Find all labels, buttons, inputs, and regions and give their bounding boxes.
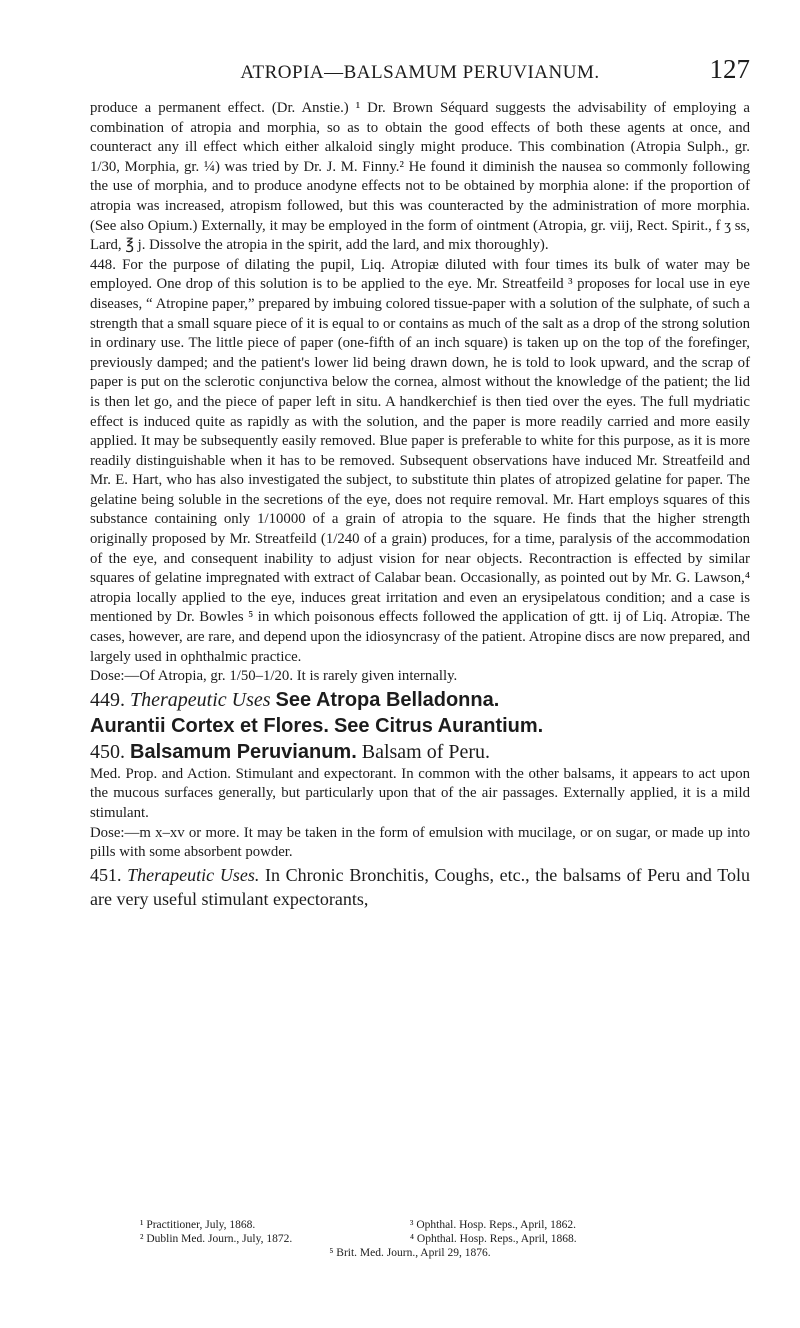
- aurantii-entry: [90, 713, 750, 739]
- section-450-title: Balsamum Peruvianum.: [130, 740, 357, 763]
- section-451: [90, 863, 750, 911]
- section-451-italic: Therapeutic Uses.: [127, 864, 260, 885]
- section-450: [90, 739, 750, 765]
- dose-atropia: Dose:—Of Atropia, gr. 1/50–1/20. It is rarely given internally.: [90, 668, 458, 685]
- dose-balsam: Dose:—m x–xv or more. It may be taken in the form of emulsion with mucilage, or on sugar, or made up into pills with some absorbent powder.: [90, 824, 750, 861]
- page-header: [90, 52, 750, 92]
- aurantii-title: Aurantii Cortex et Flores.: [90, 714, 329, 737]
- section-449-rest: See Atropa Belladonna.: [275, 688, 500, 711]
- page-number: 127: [709, 54, 750, 84]
- footnote-1: ¹ Practitioner, July, 1868.: [140, 1219, 256, 1231]
- running-head: ATROPIA—BALSAMUM PERUVIANUM.: [240, 62, 600, 83]
- aurantii-rest: See Citrus Aurantium.: [333, 714, 544, 737]
- paragraph-450: Med. Prop. and Action. Stimulant and expectorant. In common with the other balsams, it appears to act upon the mucous surfaces generally, but particularly upon that of the air passages. Externally applied, it is a mild stimulant.: [90, 765, 750, 821]
- paragraph-448: 448. For the purpose of dilating the pupil, Liq. Atropiæ diluted with four times its bulk of water may be employed. One drop of this solution is to be applied to the eye. Mr. Streatfeild ³ proposes for local use in eye diseases, “ Atropine paper,” prepared by imbuing colored tissue-paper with a solution of the sulphate, of such a strength that a small square piece of it is equal to or contains as much of the salt as a drop of the strong solution in ordinary use. The little piece of paper (one-fifth of an inch square) is taken up on the top of the forefinger, previously damped; and the patient's lower lid being drawn down, he is told to look upward, and the scrap of paper is put on the sclerotic conjunctiva below the cornea, almost without the knowledge of the patient; the lid is then let go, and the piece of paper left in situ. A handkerchief is then tied over the eyes. The full mydriatic effect is induced quite as rapidly as with the solution, and the paper is more readily carried and more easily applied. It may be subsequently easily removed. Blue paper is preferable to white for this purpose, as it is more readily distinguishable when it has to be removed. Subsequent observations have induced Mr. Streatfeild and Mr. E. Hart, who has also investigated the subject, to substitute thin plates of atropized gelatine for paper. The gelatine being soluble in the secretions of the eye, does not require removal. Mr. Hart employs squares of this substance containing only 1/10000 of a grain of atropia to the square. He finds that the higher strength originally proposed by Mr. Streatfeild (1/240 of a grain) produces, for a time, paralysis of the accommodation of the eye, and consequent inability to adjust vision for near objects. Recontraction is effected by similar squares of gelatine impregnated with extract of Calabar bean. Occasionally, as pointed out by Mr. G. Lawson,⁴ atropia locally applied to the eye, induces great irritation and even an erysipelatous condition; and a case is mentioned by Dr. Bowles ⁵ in which poisonous effects followed the application of gtt. ij of Liq. Atropiæ. The cases, however, are rare, and depend upon the idiosyncrasy of the patient. Atropine discs are now prepared, and largely used in ophthalmic practice.: [90, 256, 750, 665]
- body-text: [90, 99, 750, 911]
- footnote-row: [140, 1232, 680, 1246]
- section-450-number: 450.: [90, 740, 125, 763]
- section-450-subtitle: Balsam of Peru.: [361, 740, 491, 763]
- footnote-5: ⁵ Brit. Med. Journ., April 29, 1876.: [329, 1247, 491, 1259]
- footnote-2: ² Dublin Med. Journ., July, 1872.: [140, 1233, 293, 1245]
- section-451-number: 451.: [90, 864, 122, 885]
- section-449-number: 449.: [90, 688, 125, 711]
- footnote-3: ³ Ophthal. Hosp. Reps., April, 1862.: [410, 1219, 577, 1231]
- section-449-italic: Therapeutic Uses: [130, 688, 271, 711]
- footnote-row: [140, 1218, 680, 1232]
- footnote-4: ⁴ Ophthal. Hosp. Reps., April, 1868.: [410, 1233, 577, 1245]
- section-451-rest: In Chronic Bronchitis, Coughs, etc., the balsams of Peru and Tolu are very useful stimulant expectorants,: [90, 864, 751, 909]
- footnotes: [140, 1218, 680, 1260]
- paragraph-atropia-morphia: produce a permanent effect. (Dr. Anstie.) ¹ Dr. Brown Séquard suggests the advisability of employing a combination of atropia and morphia, so as to obtain the good effects of both these agents at once, and counteract any ill effect which either alkaloid singly might produce. This combination (Atropia Sulph., gr. 1/30, Morphia, gr. ¼) was tried by Dr. J. M. Finny.² He found it diminish the nausea so commonly following the use of morphia, and to produce anodyne effects not to be obtained by morphia alone: if the proportion of atropia was increased, atropism followed, but this was counteracted by the administration of more morphia. (See also Opium.) Externally, it may be employed in the form of ointment (Atropia, gr. viij, Rect. Spirit., f ʒ ss, Lard, ℥ j. Dissolve the atropia in the spirit, add the lard, and mix thoroughly).: [90, 100, 750, 254]
- section-449: [90, 687, 750, 713]
